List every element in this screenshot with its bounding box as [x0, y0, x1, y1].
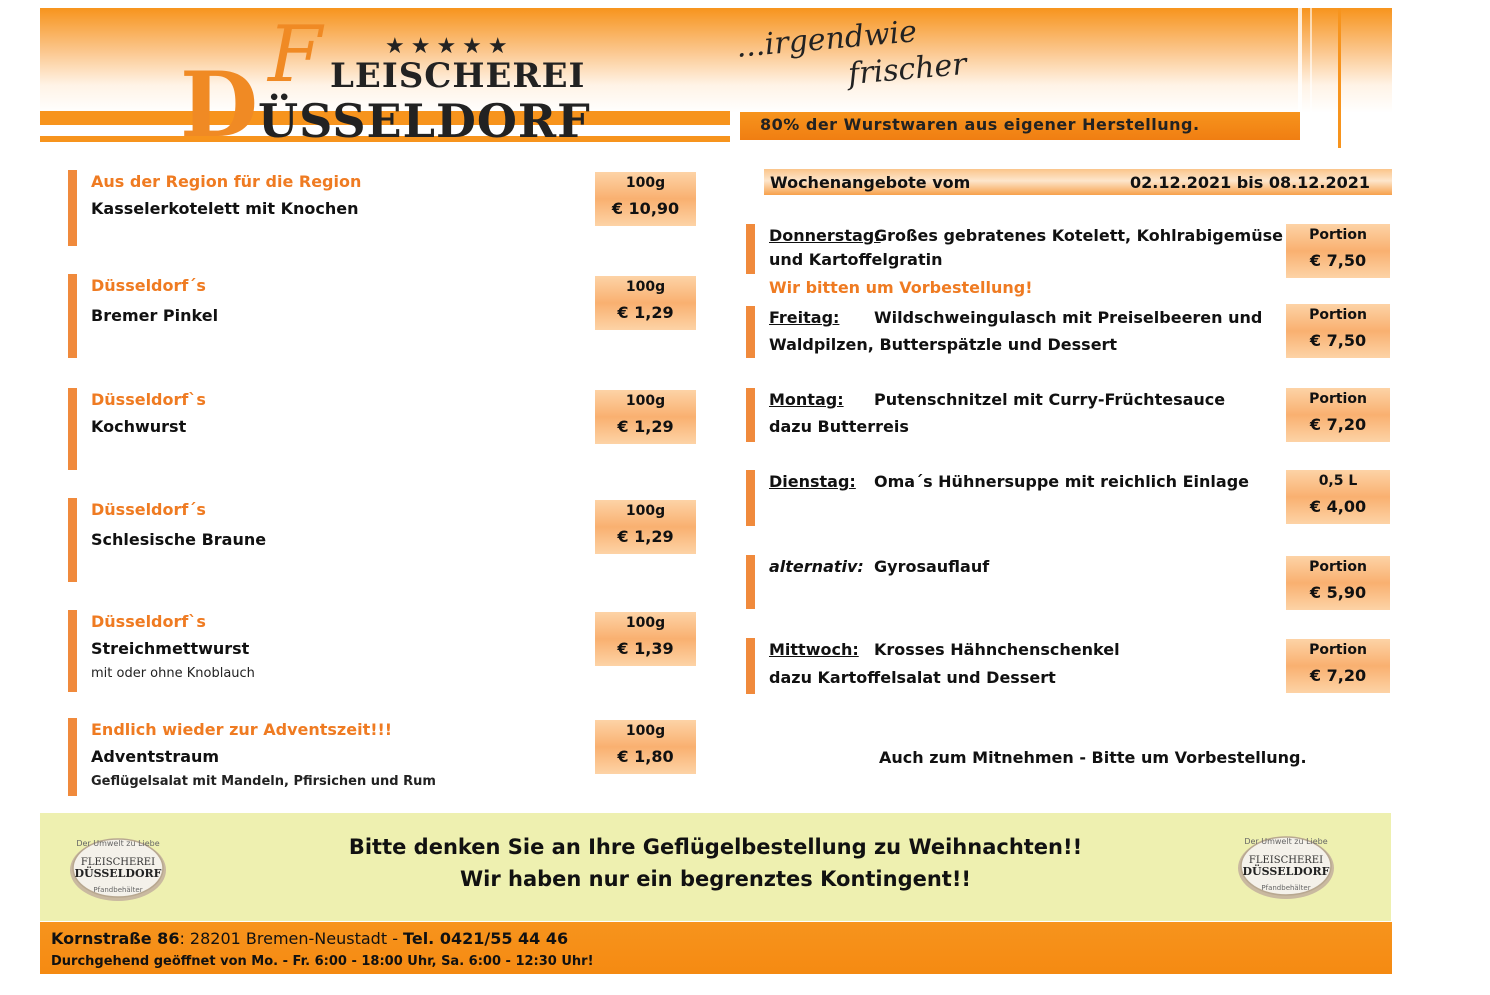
offer-item — [746, 470, 1392, 526]
price-tag — [1286, 224, 1390, 278]
product-name: Adventstraum — [91, 747, 220, 766]
offer-dish: Großes gebratenes Kotelett, Kohlrabigemüse — [874, 226, 1283, 245]
logo-text-line2: ÜSSELDORF — [258, 94, 591, 148]
offer-item — [746, 638, 1392, 694]
slogan-line2: frischer — [846, 46, 968, 93]
offer-item — [746, 388, 1392, 442]
product-title: Düsseldorf´s — [91, 276, 206, 295]
price-unit: 100g — [625, 393, 666, 409]
price-tag — [595, 390, 696, 444]
price-value: € 7,50 — [1309, 251, 1367, 270]
accent-bar — [68, 274, 77, 358]
offer-dish: Wildschweingulasch mit Preiselbeeren und — [874, 308, 1263, 327]
price-tag — [1286, 556, 1390, 610]
offer-dish-line2: dazu Butterreis — [769, 417, 909, 436]
badge-name-line1: FLEISCHEREI — [80, 857, 156, 868]
product-item — [68, 170, 698, 246]
product-name: Streichmettwurst — [91, 639, 250, 658]
footer-hours: Durchgehend geöffnet von Mo. - Fr. 6:00 - 18:00 Uhr, Sa. 6:00 - 12:30 Uhr! — [51, 954, 594, 969]
accent-bar — [746, 470, 755, 526]
accent-bar — [746, 306, 755, 358]
offer-dish: Gyrosauflauf — [874, 557, 990, 576]
price-unit: 100g — [625, 279, 666, 295]
badge-name-line2: DÜSSELDORF — [74, 867, 162, 880]
offer-dish-line2: Waldpilzen, Butterspätzle und Dessert — [769, 335, 1118, 354]
product-item — [68, 718, 698, 796]
offer-day: Freitag: — [769, 308, 840, 327]
price-unit: 100g — [625, 503, 666, 519]
weekly-header — [764, 169, 1392, 195]
badge-bottom-text: Pfandbehälter — [93, 886, 143, 894]
price-tag — [595, 172, 696, 226]
poultry-line2: Wir haben nur ein begrenztes Kontingent!! — [459, 867, 971, 891]
price-tag — [1286, 470, 1390, 524]
accent-bar — [746, 224, 755, 274]
price-value: € 7,20 — [1309, 415, 1367, 434]
logo-initial-f: F — [268, 10, 323, 100]
footer-phone[interactable]: Tel. 0421/55 44 46 — [403, 929, 569, 948]
header-banner — [40, 8, 1392, 148]
price-unit: 100g — [625, 723, 666, 739]
price-tag — [595, 720, 696, 774]
price-value: € 4,00 — [1309, 497, 1367, 516]
price-tag — [1286, 388, 1390, 442]
logo-initial-d: D — [180, 52, 259, 148]
badge-bottom-text: Pfandbehälter — [1261, 884, 1311, 892]
offer-day: Dienstag: — [769, 472, 856, 491]
offer-dish-line2: und Kartoffelgratin — [769, 250, 943, 269]
accent-bar — [68, 718, 77, 796]
product-name: Schlesische Braune — [91, 530, 267, 549]
offer-item — [746, 306, 1392, 358]
badge-name-line1: FLEISCHEREI — [1248, 855, 1324, 866]
product-name: Kochwurst — [91, 417, 187, 436]
badge-top-text: Der Umwelt zu Liebe — [76, 839, 160, 848]
accent-bar — [68, 610, 77, 692]
price-value: € 1,80 — [617, 747, 674, 766]
offer-day: Mittwoch: — [769, 640, 859, 659]
product-item — [68, 274, 698, 358]
accent-bar — [746, 388, 755, 442]
product-name: Kasselerkotelett mit Knochen — [91, 199, 359, 218]
price-value: € 10,90 — [611, 199, 680, 218]
footer — [40, 922, 1392, 974]
product-title: Aus der Region für die Region — [91, 172, 362, 191]
footer-address — [51, 929, 568, 948]
badge-name-line2: DÜSSELDORF — [1242, 865, 1330, 878]
price-unit: 0,5 L — [1318, 473, 1358, 489]
price-unit: 100g — [625, 615, 666, 631]
weekly-label: Wochenangebote vom — [770, 173, 971, 192]
offer-day: Donnerstag: — [769, 226, 881, 245]
logo-stars-icon: ★★★★★ — [385, 34, 514, 59]
product-note: mit oder ohne Knoblauch — [91, 666, 255, 681]
banner-divider — [1310, 8, 1312, 148]
takeaway-note: Auch zum Mitnehmen - Bitte um Vorbestellung. — [879, 748, 1307, 767]
price-tag — [1286, 304, 1390, 358]
price-unit: Portion — [1309, 391, 1367, 407]
price-value: € 1,29 — [617, 527, 674, 546]
offer-dish: Putenschnitzel mit Curry-Früchtesauce — [874, 390, 1226, 409]
price-tag — [595, 276, 696, 330]
offer-dish: Krosses Hähnchenschenkel — [874, 640, 1120, 659]
product-item — [68, 610, 698, 692]
slogan-line1: ...irgendwie — [734, 14, 919, 65]
logo-text-line1: LEISCHEREI — [330, 56, 586, 96]
accent-bar — [68, 388, 77, 470]
weekly-date-range: 02.12.2021 bis 08.12.2021 — [1130, 173, 1371, 192]
price-unit: Portion — [1309, 559, 1367, 575]
price-unit: Portion — [1309, 227, 1367, 243]
product-note: Geflügelsalat mit Mandeln, Pfirsichen und Rum — [91, 774, 436, 789]
price-value: € 1,39 — [617, 639, 674, 658]
price-value: € 5,90 — [1309, 583, 1367, 602]
product-title: Düsseldorf`s — [91, 612, 206, 631]
preorder-note: Wir bitten um Vorbestellung! — [769, 278, 1033, 297]
footer-street: Kornstraße 86 — [51, 929, 180, 948]
price-unit: Portion — [1309, 642, 1367, 658]
product-title: Endlich wieder zur Adventszeit!!! — [91, 720, 393, 739]
offer-dish-line2: dazu Kartoffelsalat und Dessert — [769, 668, 1056, 687]
offer-day: Montag: — [769, 390, 844, 409]
product-item — [68, 388, 698, 470]
product-item — [68, 498, 698, 582]
footer-city: : 28201 Bremen-Neustadt - — [179, 929, 404, 948]
price-value: € 1,29 — [617, 303, 674, 322]
poultry-banner — [40, 813, 1391, 921]
price-tag — [595, 500, 696, 554]
price-value: € 7,20 — [1309, 666, 1367, 685]
offer-item — [746, 555, 1392, 609]
accent-bar — [68, 498, 77, 582]
offer-item — [746, 224, 1392, 274]
accent-bar — [68, 170, 77, 246]
price-value: € 1,29 — [617, 417, 674, 436]
deposit-badge-icon — [1236, 831, 1336, 901]
accent-bar — [746, 555, 755, 609]
price-value: € 7,50 — [1309, 331, 1367, 350]
price-unit: 100g — [625, 175, 666, 191]
poultry-line1: Bitte denken Sie an Ihre Geflügelbestellung zu Weihnachten!! — [348, 835, 1083, 859]
offer-dish: Oma´s Hühnersuppe mit reichlich Einlage — [874, 472, 1249, 491]
badge-top-text: Der Umwelt zu Liebe — [1244, 837, 1328, 846]
price-unit: Portion — [1309, 307, 1367, 323]
product-title: Düsseldorf`s — [91, 390, 206, 409]
claim-text: 80% der Wurstwaren aus eigener Herstellung. — [760, 115, 1200, 134]
offer-day: alternativ: — [769, 557, 864, 576]
price-tag — [1286, 639, 1390, 693]
accent-bar — [746, 638, 755, 694]
price-tag — [595, 612, 696, 666]
product-title: Düsseldorf´s — [91, 500, 206, 519]
product-name: Bremer Pinkel — [91, 306, 219, 325]
banner-divider — [1338, 8, 1341, 148]
